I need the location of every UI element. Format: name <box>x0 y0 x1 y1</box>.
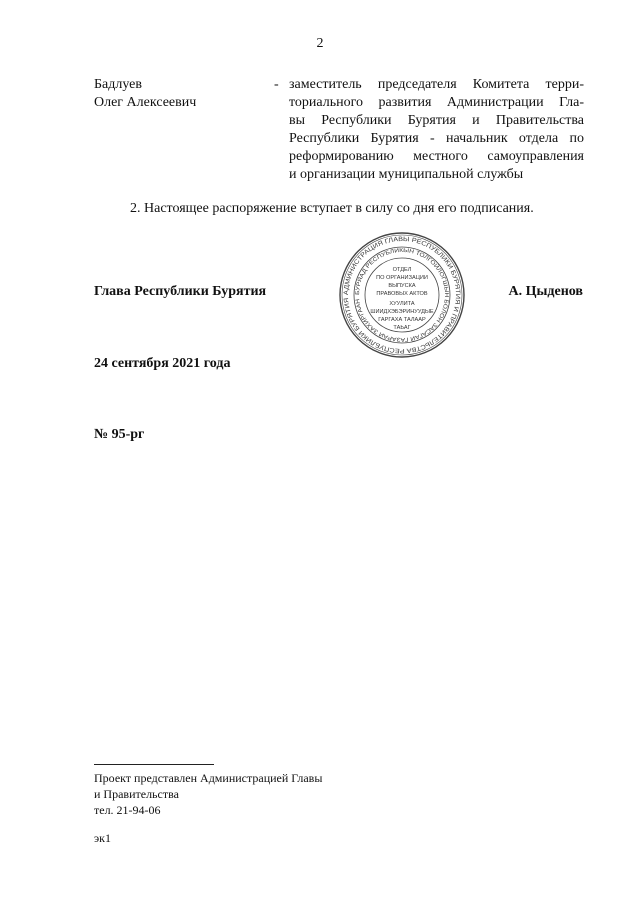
document-number: № 95-рг <box>94 427 145 442</box>
signer-title: Глава Республики Бурятия <box>94 284 267 299</box>
seal-center-line: ТАЬАГ <box>393 325 411 331</box>
clause-2: 2. Настоящее распоряжение вступает в силу со дня его подписания. <box>130 201 534 216</box>
seal-center-line: ШИИДХЭБЭРИНУУДЫЕ <box>370 309 434 315</box>
document-date: 24 сентября 2021 года <box>94 356 231 371</box>
footnote <box>94 770 322 818</box>
signer-name: А. Цыденов <box>508 284 583 299</box>
member-surname: Бадлуев <box>94 77 143 92</box>
official-seal-graphic <box>338 231 466 359</box>
position-line: реформированию местного самоуправления <box>289 149 584 164</box>
position-line: и организации муниципальной службы <box>289 167 524 182</box>
footnote-divider <box>94 764 214 765</box>
official-seal <box>338 231 466 359</box>
position-line: ториального развития Администрации Гла- <box>289 95 584 110</box>
seal-center-line: ПРАВОВЫХ АКТОВ <box>376 291 428 297</box>
member-given-names: Олег Алексеевич <box>94 95 197 110</box>
position-line: вы Республики Бурятия и Правительства <box>289 113 584 128</box>
position-line: Республики Бурятия - начальник отдела по <box>289 131 584 146</box>
footnote-line: и Правительства <box>94 787 179 801</box>
member-position <box>289 76 584 184</box>
seal-outer-text: АДМИНИСТРАЦИЯ ГЛАВЫ РЕСПУБЛИКИ БУРЯТИЯ И ПРАВИТЕЛЬСТВА РЕСПУБЛИКИ БУРЯТИЯ <box>342 235 462 355</box>
footnote-line: тел. 21-94-06 <box>94 803 161 817</box>
seal-center-line: ГАРГАХА ТАЛААР <box>378 317 426 323</box>
seal-center-line: ПО ОРГАНИЗАЦИИ <box>376 275 428 281</box>
seal-center-line: ВЫПУСКА <box>388 283 416 289</box>
seal-center-line: ОТДЕЛ <box>392 267 412 273</box>
seal-inner-text: БУРЯАД РЕСПУБЛИКЫН ТОЛГОЙЛОГШЫН БОЛОН ЗАСАГАЙ ГАЗАРАЙ ЗАХИРГААН <box>354 247 450 343</box>
member-dash: - <box>274 77 279 92</box>
member-name <box>94 76 196 112</box>
executor-code: эк1 <box>94 831 111 845</box>
position-line: заместитель председателя Комитета терри- <box>289 77 584 92</box>
seal-center-line: ХУУЛИТА <box>389 301 415 307</box>
page-number: 2 <box>316 36 324 51</box>
footnote-line: Проект представлен Администрацией Главы <box>94 771 323 785</box>
